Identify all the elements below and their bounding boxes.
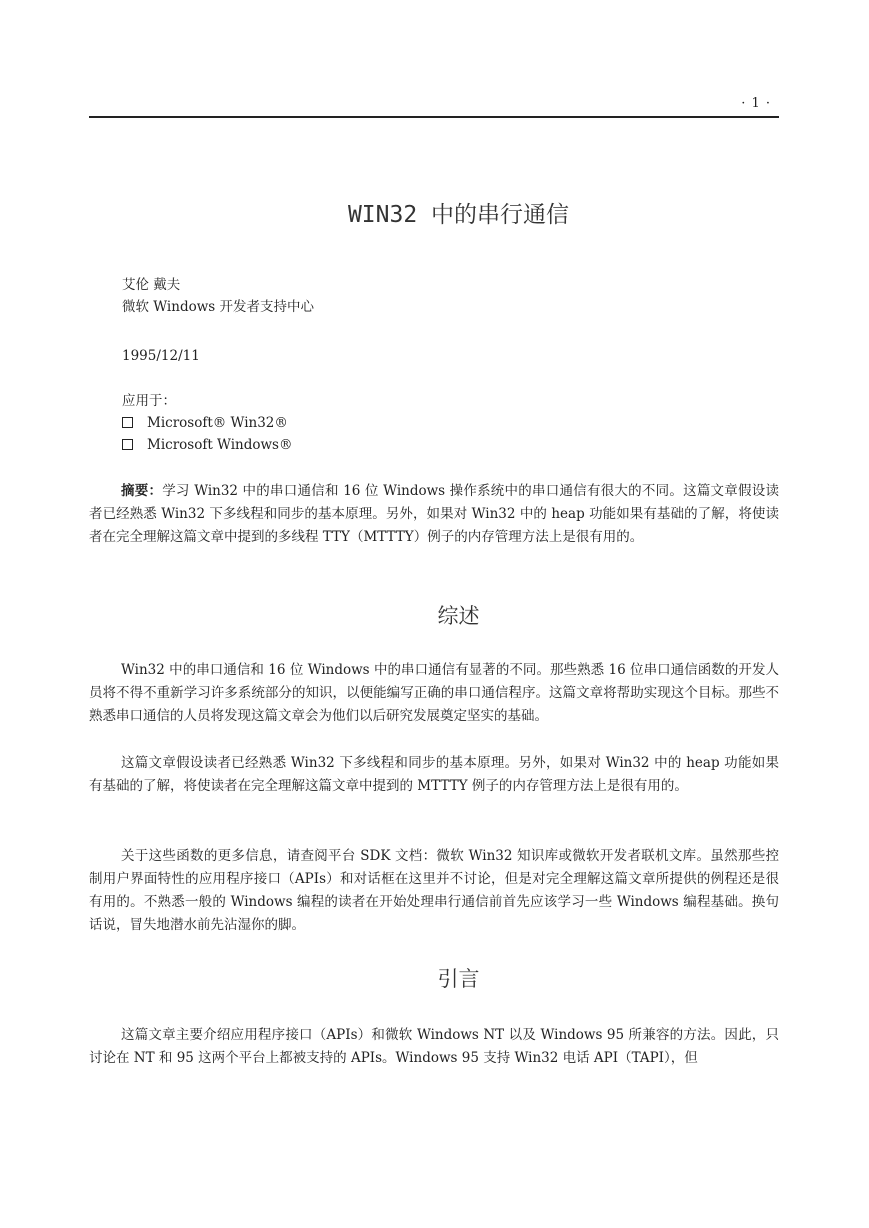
abstract-text: 学习 Win32 中的串口通信和 16 位 Windows 操作系统中的串口通信有很大的不同。这篇文章假设读者已经熟悉 Win32 下多线程和同步的基本原理。另外，如果对 Win32 中的 heap 功能如果有基础的了解，将使读者在完全理解这篇文章中提到的多线程 TTY（MTTTY）例子的内存管理方法上是很有用的。: [89, 483, 779, 545]
overview-paragraph-2: 这篇文章假设读者已经熟悉 Win32 下多线程和同步的基本原理。另外，如果对 Win32 中的 heap 功能如果有基础的了解，将使读者在完全理解这篇文章中提到的 MTTTY 例子的内存管理方法上是很有用的。: [89, 755, 779, 794]
applies-to-label: 应用于：: [122, 393, 176, 409]
section-heading-introduction: 引言: [437, 967, 480, 991]
section-heading-overview: 综述: [437, 604, 480, 628]
author: 艾伦 戴夫: [122, 277, 181, 293]
publication-date: 1995/12/11: [122, 348, 200, 364]
applies-to-item-text: Microsoft® Win32®: [147, 415, 288, 431]
organization: 微软 Windows 开发者支持中心: [122, 299, 314, 315]
introduction-paragraph-1: 这篇文章主要介绍应用程序接口（APIs）和微软 Windows NT 以及 Windows 95 所兼容的方法。因此，只讨论在 NT 和 95 这两个平台上都被支持的 APIs。Windows 95 支持 Win32 电话 API（TAPI），但: [89, 1027, 779, 1066]
overview-paragraph-1: Win32 中的串口通信和 16 位 Windows 中的串口通信有显著的不同。那些熟悉 16 位串口通信函数的开发人员将不得不重新学习许多系统部分的知识，以便能编写正确的串口通信程序。这篇文章将帮助实现这个目标。那些不熟悉串口通信的人员将发现这篇文章会为他们以后研究发展奠定坚实的基础。: [89, 662, 779, 724]
applies-to-item: [122, 434, 292, 456]
document-title: WIN32 中的串行通信: [347, 202, 570, 228]
abstract-paragraph: [89, 480, 779, 549]
applies-to-item: [122, 412, 288, 434]
page-number: · 1 ·: [741, 96, 771, 111]
abstract-label: 摘要：: [121, 483, 163, 499]
overview-paragraph-3: 关于这些函数的更多信息，请查阅平台 SDK 文档：微软 Win32 知识库或微软开发者联机文库。虽然那些控制用户界面特性的应用程序接口（APIs）和对话框在这里并不讨论，但是对完全理解这篇文章所提供的例程还是很有用的。不熟悉一般的 Windows 编程的读者在开始处理串行通信前首先应该学习一些 Windows 编程基础。换句话说，冒失地潜水前先沾湿你的脚。: [89, 848, 779, 933]
applies-to-item-text: Microsoft Windows®: [147, 437, 293, 453]
checkbox-icon: [122, 439, 133, 450]
header-rule: [89, 116, 779, 118]
checkbox-icon: [122, 417, 133, 428]
